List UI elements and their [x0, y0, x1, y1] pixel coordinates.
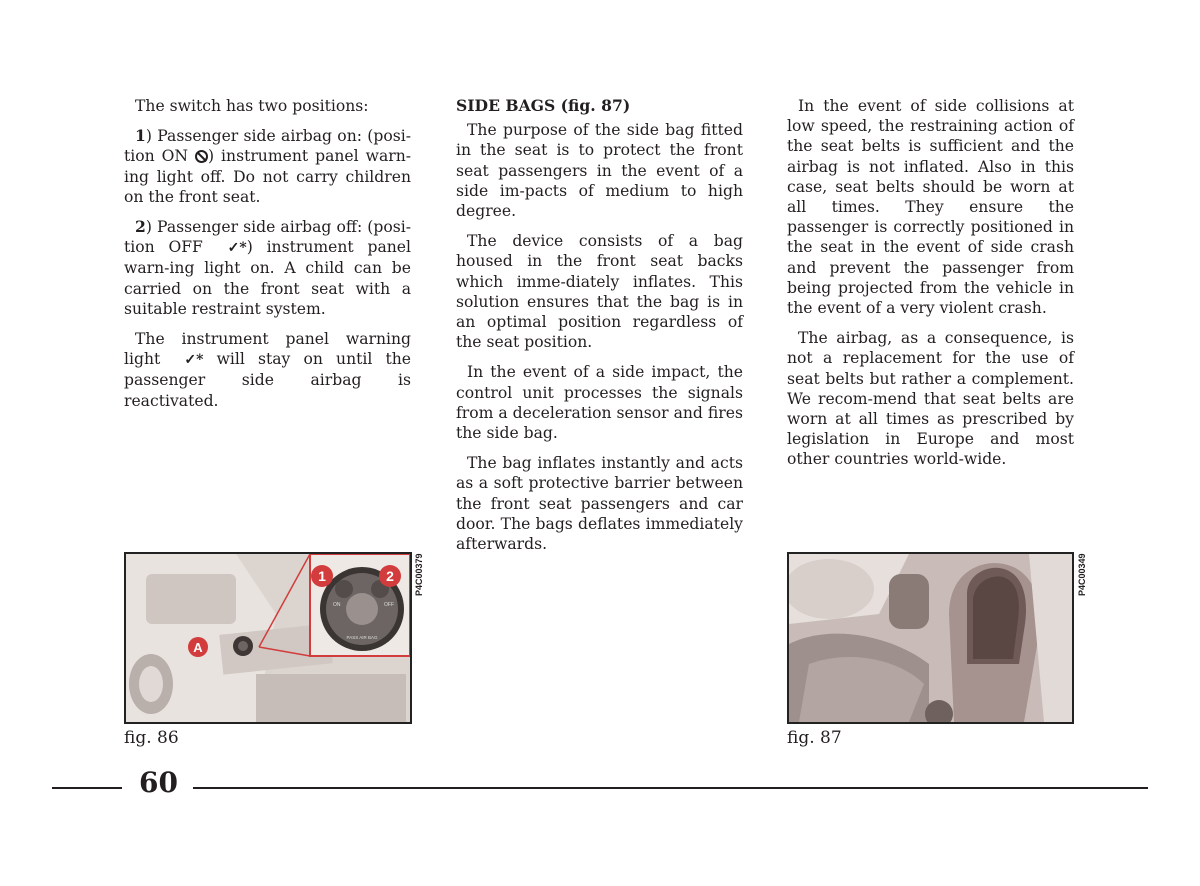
- paragraph: The device consists of a bag housed in the front seat backs which imme-diately inflates. This solution ensures that the bag is in an optimal position regardless of the seat position.: [456, 232, 743, 352]
- airbag-switch-illustration: [126, 554, 410, 722]
- callout-1: 1: [318, 568, 326, 584]
- figure-86-code: P4C00379: [414, 553, 424, 596]
- warning-light-paragraph: The instrument panel warning light ✓* will stay on until the passenger side airbag is reactivated.: [124, 330, 411, 410]
- figure-87-caption: fig. 87: [787, 728, 842, 748]
- position-1-paragraph: 1) Passenger side airbag on: (posi-tion ON ) instrument panel warn-ing light off. Do not carry children on the front seat.: [124, 126, 412, 206]
- figure-87-image: [787, 552, 1074, 724]
- paragraph: The bag inflates instantly and acts as a soft protective barrier between the front seat passengers and car door. The bags deflates immediately afterwards.: [456, 454, 743, 554]
- text-column-3: [787, 96, 1074, 480]
- switch-off-label: OFF: [384, 602, 394, 608]
- footer-rule-right: [193, 787, 1148, 789]
- figure-87-code: P4C00349: [1077, 553, 1087, 596]
- figure-86-image: [124, 552, 412, 724]
- paragraph: The purpose of the side bag fitted in the seat is to protect the front seat passengers in the event of a side im-pacts of medium to high degree.: [456, 121, 743, 221]
- warning-light-text: The instrument panel warning light: [124, 330, 411, 369]
- position-2-paragraph: 2) Passenger side airbag off: (posi-tion OFF ✓*) instrument panel warn-ing light on. A child can be carried on the front seat with a suitable restraint system.: [124, 217, 411, 318]
- side-bag-seat-illustration: [789, 554, 1072, 722]
- paragraph: The airbag, as a consequence, is not a replacement for the use of seat belts but rather a complement. We recom-mend that seat belts are worn at all times as prescribed by legislation in Europe and most other countries world-wide.: [787, 329, 1074, 469]
- callout-2: 2: [386, 568, 394, 584]
- intro-paragraph: The switch has two positions:: [135, 97, 369, 115]
- passenger-airbag-off-icon: ✓*: [227, 240, 247, 257]
- switch-caption-label: PASS AIR BAG: [346, 635, 378, 640]
- switch-on-label: ON: [333, 602, 341, 608]
- paragraph: In the event of a side impact, the control unit processes the signals from a deceleration sensor and fires the side bag.: [456, 363, 743, 443]
- paragraph: In the event of side collisions at low speed, the restraining action of the seat belts is sufficient and the airbag is not inflated. Also in this case, seat belts should be worn at all times. They ensure the passenger is correctly positioned in the seat in the event of side crash and prevent the passenger from being projected from the vehicle in the event of a very violent crash.: [787, 97, 1074, 318]
- text-column-2: [456, 96, 743, 564]
- warning-light-icon: ✓*: [184, 352, 204, 369]
- section-heading: SIDE BAGS (fig. 87): [456, 96, 631, 115]
- figure-86-caption: fig. 86: [124, 728, 179, 748]
- page-number: 60: [139, 766, 178, 799]
- footer-rule-left: [52, 787, 122, 789]
- callout-a: A: [193, 640, 203, 655]
- passenger-airbag-on-icon: [195, 150, 208, 163]
- text-column-1: [124, 96, 411, 421]
